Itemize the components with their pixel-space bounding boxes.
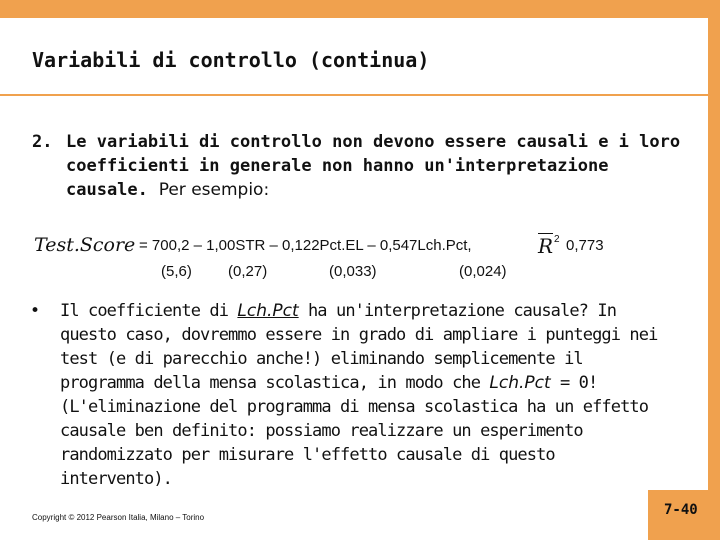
page-number: 7-40 — [664, 502, 698, 518]
slide-title: Variabili di controllo (continua) — [32, 48, 430, 72]
bullet-text-part3: = 0! (L'eliminazione del programma di mensa scolastica ha un effetto causale ben definito: possiamo realizzare un esperimento randomizzato per misurare l'effetto causale di questo intervento). — [60, 373, 649, 489]
bullet-text-part2: ha un'interpretazione causale? In questo caso, dovremmo essere in grado di ampliare i punteggi nei test (e di parecchio anche!) eliminando semplicemente il programma della mensa scolastica, in modo che — [60, 301, 658, 393]
r2-superscript: 2 — [554, 234, 560, 245]
numbered-point — [32, 130, 686, 202]
std-error-str: (0,27) — [228, 263, 268, 280]
bullet-marker: • — [30, 301, 41, 321]
equation-lhs: Test.Score — [34, 234, 136, 256]
point-plain-text: Per esempio: — [158, 180, 270, 200]
title-divider — [0, 94, 708, 96]
bullet-text — [60, 299, 675, 491]
point-text — [66, 130, 686, 202]
std-error-pct-el: (0,033) — [329, 263, 377, 280]
bullet-text-part1: Il coefficiente di — [60, 301, 238, 321]
top-accent-bar — [0, 0, 720, 18]
std-error-lch-pct: (0,024) — [459, 263, 507, 280]
r2-value: 0,773 — [566, 237, 604, 254]
bullet-variable-2: Lch.Pct — [489, 373, 551, 393]
right-accent-bar — [708, 0, 720, 540]
point-number: 2. — [32, 132, 53, 152]
equation-rhs: = 700,2 – 1,00STR – 0,122Pct.EL – 0,547Lch.Pct, — [139, 237, 472, 254]
std-error-intercept: (5,6) — [161, 263, 192, 280]
bullet-item — [30, 299, 675, 491]
copyright-notice: Copyright © 2012 Pearson Italia, Milano – Torino — [32, 513, 205, 522]
bullet-variable-1: Lch.Pct — [237, 301, 299, 321]
r2-symbol: R — [538, 234, 554, 258]
point-bold-text: Le variabili di controllo non devono essere causali e i loro coefficienti in generale non hanno un'interpretazione causale. — [66, 132, 681, 200]
